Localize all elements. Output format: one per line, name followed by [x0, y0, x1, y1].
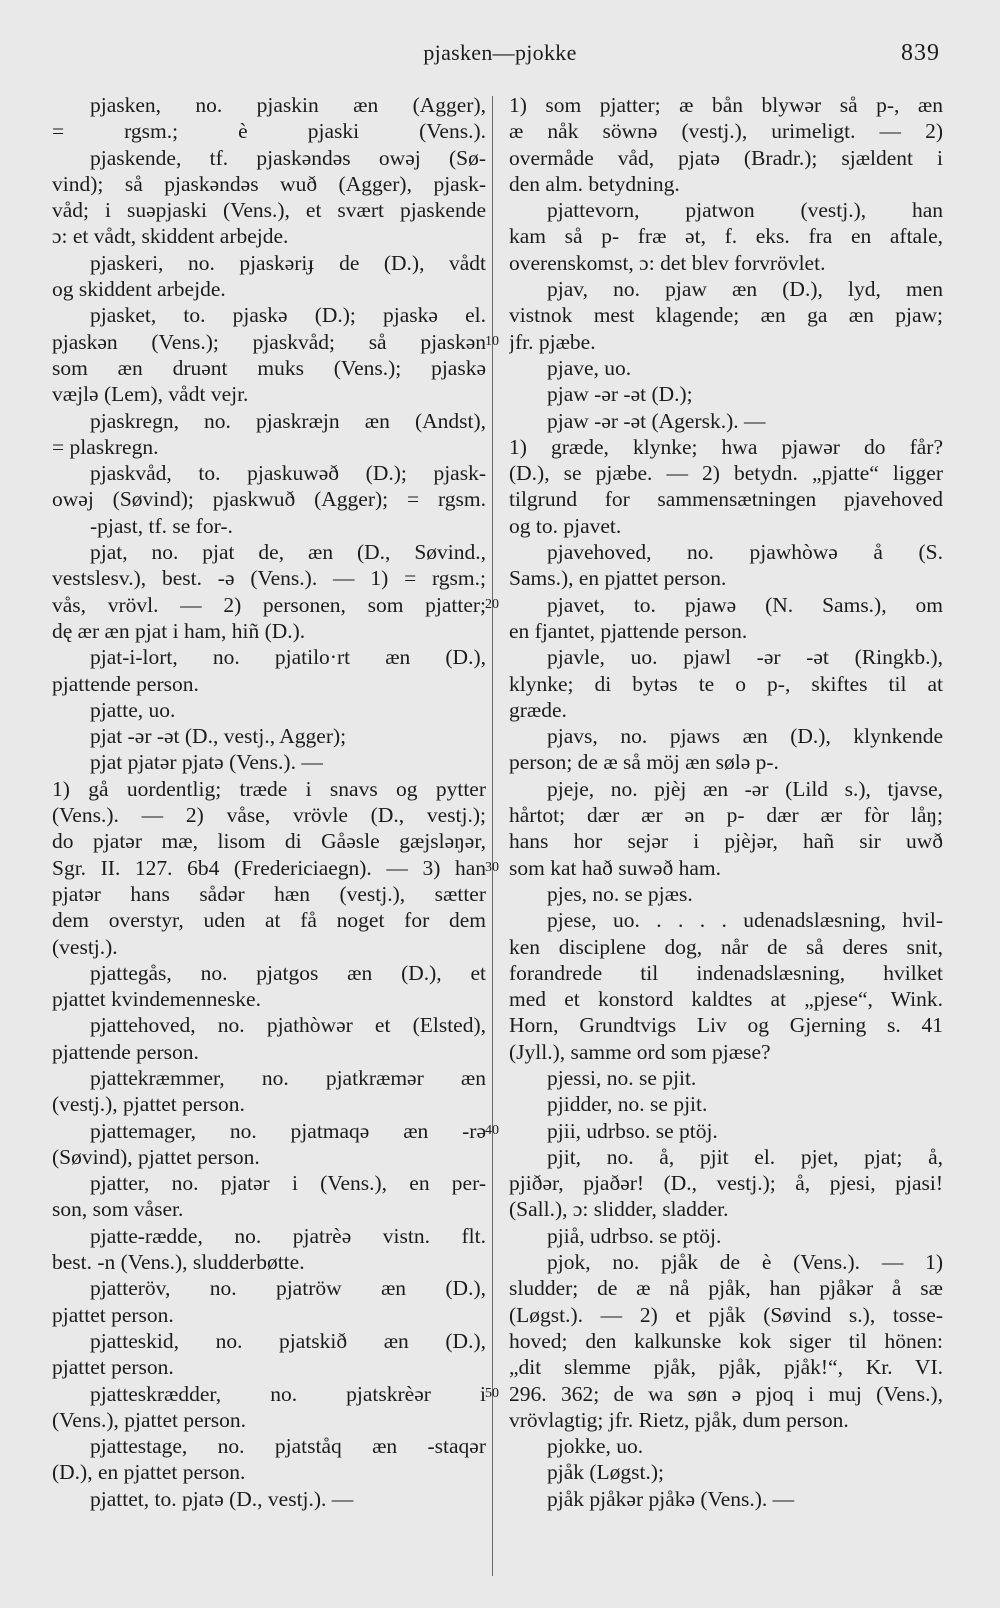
entry-line: kam så p- fræ ət, f. eks. fra en aftale, [509, 224, 943, 249]
entry-line: (Løgst.). — 2) et pjåk (Søvind s.), tosse- [509, 1302, 943, 1327]
entry-line: dę ær æn pjat i ham, hiñ (D.). [52, 618, 306, 643]
entry-line: pjatte-rædde, no. pjatrèə vistn. flt. [90, 1223, 486, 1248]
entry-line: pjattende person. [52, 671, 199, 696]
entry-line: en fjantet, pjattende person. [509, 618, 748, 643]
entry-line: „dit slemme pjåk, pjåk, pjåk!“, Kr. VI. [509, 1355, 943, 1380]
entry-line: den alm. betydning. [509, 171, 680, 196]
entry-line: (Jyll.), samme ord som pjæse? [509, 1039, 771, 1064]
entry-line: pjåk (Løgst.); [547, 1460, 665, 1485]
entry-line: do pjatər mæ, lisom di Gåəsle gæjsləŋər, [52, 829, 486, 854]
entry-line: pjeje, no. pjèj æn -ər (Lild s.), tjavse, [547, 776, 943, 801]
entry-line: vestslesv.), best. -ə (Vens.). — 1) = rgsm.; [52, 566, 486, 591]
entry-line: som æn druənt muks (Vens.); pjaskə [52, 355, 486, 380]
entry-line: son, som våser. [52, 1197, 184, 1222]
entry-line: pjidder, no. se pjit. [547, 1092, 708, 1117]
entry-line: pjavs, no. pjaws æn (D.), klynkende [547, 724, 943, 749]
running-head: pjasken—pjokke [423, 40, 577, 65]
entry-line: pjok, no. pjåk de è (Vens.). — 1) [547, 1250, 943, 1275]
entry-line: pjatter, no. pjatər i (Vens.), en per- [90, 1171, 486, 1196]
entry-line: med et konstord kaldtes at „pjese“, Wink. [509, 987, 943, 1012]
entry-line: dem overstyr, uden at få noget for dem [52, 908, 486, 933]
entry-line: (D.), en pjattet person. [52, 1460, 246, 1485]
right-column [509, 92, 943, 1512]
entry-line: 296. 362; de wa søn ə pjoq i muj (Vens.), [509, 1381, 943, 1406]
entry-line: vås, vrövl. — 2) personen, som pjatter; [52, 592, 486, 617]
entry-line: pjaskregn, no. pjaskræjn æn (Andst), [90, 408, 486, 433]
entry-line: -pjast, tf. se for-. [90, 513, 233, 538]
line-number: 50 [485, 1385, 499, 1401]
entry-line: (vestj.), pjattet person. [52, 1092, 245, 1117]
line-number: 10 [485, 333, 499, 349]
entry-line: pjattevorn, pjatwon (vestj.), han [547, 198, 943, 223]
entry-line: pjaw -ər -ət (Agersk.). — [547, 408, 766, 433]
entry-line: hans hor sejər i pjèjər, hañ sir uwð [509, 829, 943, 854]
entry-line: ken disciplene dog, når de så deres snit, [509, 934, 943, 959]
entry-line: vrövlagtig; jfr. Rietz, pjåk, dum person. [509, 1407, 849, 1432]
entry-line: pjattet, to. pjatə (D., vestj.). — [90, 1486, 354, 1511]
entry-line: pjavet, to. pjawə (N. Sams.), om [547, 592, 943, 617]
entry-line: hoved; den kalkunske kok siger til hönen: [509, 1328, 943, 1353]
line-number: 20 [485, 596, 499, 612]
entry-line: (Vens.). — 2) våse, vrövle (D., vestj.); [52, 803, 486, 828]
entry-line: pjaskende, tf. pjaskəndəs owəj (Sø- [90, 145, 486, 170]
entry-line: best. -n (Vens.), sludderbøtte. [52, 1250, 305, 1275]
entry-line: (Søvind), pjattet person. [52, 1144, 260, 1169]
entry-line: pjattehoved, no. pjathòwər et (Elsted), [90, 1013, 486, 1038]
entry-line: pjattegås, no. pjatgos æn (D.), et [90, 960, 486, 985]
entry-line: pjiå, udrbso. se ptöj. [547, 1223, 722, 1248]
entry-line: æ nåk söwnə (vestj.), urimeligt. — 2) [509, 119, 943, 144]
entry-line: (vestj.). [52, 934, 118, 959]
entry-line: pjaw -ər -ət (D.); [547, 382, 693, 407]
entry-line: overmåde våd, pjatə (Bradr.); sjældent i [509, 145, 943, 170]
entry-line: pjattet person. [52, 1302, 174, 1327]
entry-line: græde. [509, 697, 567, 722]
entry-line: vind); så pjaskəndəs wuð (Agger), pjask- [52, 171, 486, 196]
entry-line: owəj (Søvind); pjaskwuð (Agger); = rgsm. [52, 487, 486, 512]
entry-line: væjlə (Lem), vådt vejr. [52, 382, 249, 407]
entry-line: pjat, no. pjat de, æn (D., Søvind., [90, 540, 486, 565]
line-number: 30 [485, 859, 499, 875]
entry-line: våd; i suəpjaski (Vens.), et svært pjaskende [52, 198, 486, 223]
entry-line: som kat hað suwəð ham. [509, 855, 721, 880]
entry-line: pjessi, no. se pjit. [547, 1065, 697, 1090]
entry-line: og skiddent arbejde. [52, 277, 226, 302]
entry-line: Sams.), en pjattet person. [509, 566, 727, 591]
entry-line: klynke; di bytəs te o p-, skiftes til at [509, 671, 943, 696]
entry-line: pjatteskid, no. pjatskið æn (D.), [90, 1328, 486, 1353]
left-column [52, 92, 486, 1512]
entry-line: pjokke, uo. [547, 1434, 644, 1459]
entry-line: pjatte, uo. [90, 697, 176, 722]
entry-line: pjåk pjåkər pjåkə (Vens.). — [547, 1486, 795, 1511]
entry-line: pjaskeri, no. pjaskəriɟ de (D.), vådt [90, 250, 486, 275]
entry-line: (Sall.), ɔ: slidder, sladder. [509, 1197, 729, 1222]
entry-line: pjatər hans sådər hæn (vestj.), sætter [52, 881, 486, 906]
entry-line: pjii, udrbso. se ptöj. [547, 1118, 718, 1143]
entry-line: = rgsm.; è pjaski (Vens.). [52, 119, 486, 144]
entry-line: 1) gå uordentlig; træde i snavs og pytter [52, 776, 486, 801]
entry-line: pjes, no. se pjæs. [547, 881, 693, 906]
page-number: 839 [901, 40, 940, 66]
entry-line: pjattestage, no. pjatståq æn -staqər [90, 1434, 486, 1459]
entry-line: (Vens.), pjattet person. [52, 1407, 247, 1432]
entry-line: pjasken, no. pjaskin æn (Agger), [90, 93, 486, 117]
entry-line: forandrede til indenadslæsning, hvilket [509, 960, 943, 985]
entry-line: pjat pjatər pjatə (Vens.). — [90, 750, 323, 775]
entry-line: 1) græde, klynke; hwa pjawər do får? [509, 434, 943, 459]
page-header [0, 40, 1000, 76]
entry-line: og to. pjavet. [509, 513, 622, 538]
entry-line: pjat -ər -ət (D., vestj., Agger); [90, 724, 347, 749]
entry-line: pjavle, uo. pjawl -ər -ət (Ringkb.), [547, 645, 943, 670]
entry-line: = plaskregn. [52, 434, 159, 459]
entry-line: ɔ: et vådt, skiddent arbejde. [52, 224, 289, 249]
entry-line: Horn, Grundtvigs Liv og Gjerning s. 41 [509, 1013, 943, 1038]
entry-line: pjattemager, no. pjatmaqə æn -rə [90, 1118, 486, 1143]
entry-line: jfr. pjæbe. [509, 329, 596, 354]
column-divider [492, 96, 493, 1576]
entry-line: pjaskvåd, to. pjaskuwəð (D.); pjask- [90, 461, 486, 486]
entry-line: pjese, uo. . . . . udenadslæsning, hvil- [547, 908, 943, 933]
entry-line: pjav, no. pjaw æn (D.), lyd, men [547, 277, 943, 302]
entry-line: 1) som pjatter; æ bån blywər så p-, æn [509, 93, 943, 117]
entry-line: pjattet person. [52, 1355, 174, 1380]
entry-line: pjave, uo. [547, 355, 632, 380]
entry-line: pjasket, to. pjaskə (D.); pjaskə el. [90, 303, 486, 328]
entry-line: tilgrund for sammensætningen pjavehoved [509, 487, 943, 512]
entry-line: Sgr. II. 127. 6b4 (Fredericiaegn). — 3) han [52, 855, 486, 880]
entry-line: pjavehoved, no. pjawhòwə å (S. [547, 540, 943, 565]
entry-line: person; de æ så möj æn sølə p-. [509, 750, 779, 775]
entry-line: pjatteröv, no. pjatröw æn (D.), [90, 1276, 486, 1301]
entry-line: vistnok mest klagende; æn ga æn pjaw; [509, 303, 943, 328]
line-number: 40 [485, 1122, 499, 1138]
entry-line: pjaskən (Vens.); pjaskvåd; så pjaskən [52, 329, 486, 354]
entry-line: pjiðər, pjaðər! (D., vestj.); å, pjesi, pjasi! [509, 1171, 943, 1196]
entry-line: overenskomst, ɔ: det blev forvrövlet. [509, 250, 826, 275]
entry-line: sludder; de æ nå pjåk, han pjåkər å sæ [509, 1276, 943, 1301]
entry-line: pjattekræmmer, no. pjatkræmər æn [90, 1065, 486, 1090]
entry-line: pjat-i-lort, no. pjatilo·rt æn (D.), [90, 645, 486, 670]
entry-line: hårtot; dær ær ən p- dær ær fòr låŋ; [509, 803, 943, 828]
entry-line: pjatteskrædder, no. pjatskrèər i [90, 1381, 486, 1406]
entry-line: pjattende person. [52, 1039, 199, 1064]
entry-line: (D.), se pjæbe. — 2) betydn. „pjatte“ ligger [509, 461, 943, 486]
entry-line: pjattet kvindemenneske. [52, 987, 261, 1012]
entry-line: pjit, no. å, pjit el. pjet, pjat; å, [547, 1144, 943, 1169]
